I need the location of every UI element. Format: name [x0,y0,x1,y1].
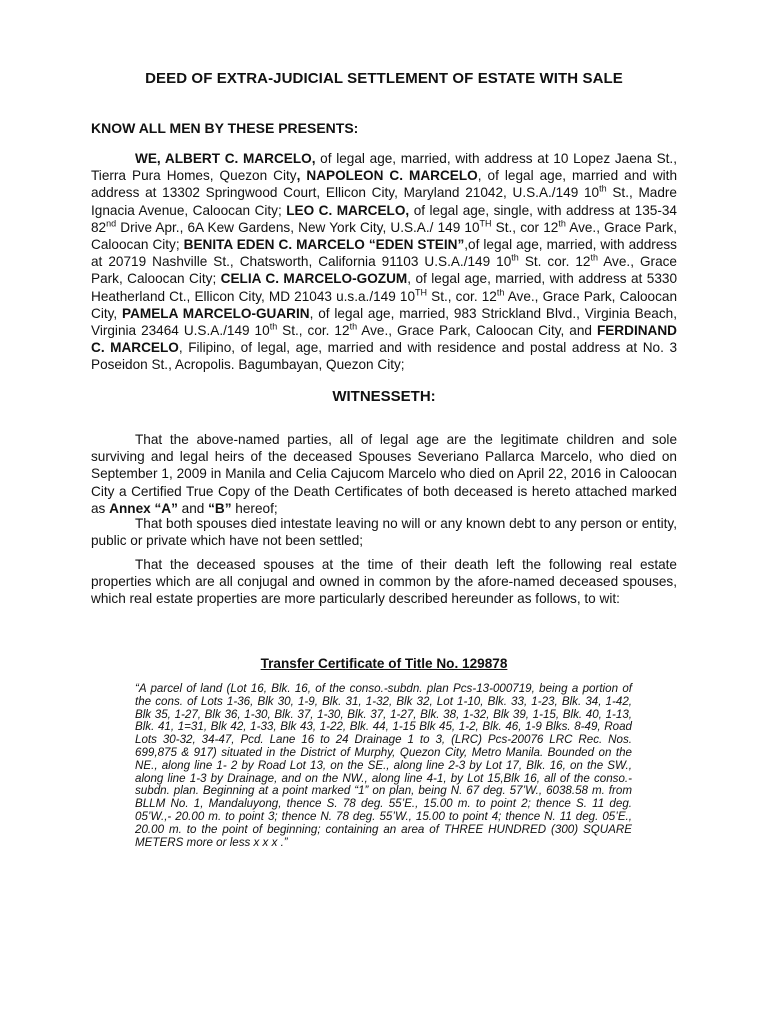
party-napoleon-details: , of legal age, married and with address at 13302 Springwood Court, Ellicon City, Maryland 21042, U.S.A./149 10 [91,168,678,201]
intestate-paragraph: That both spouses died intestate leaving no will or any known debt to any person or entity, public or private which have not been settled; [91,516,677,549]
party-celia-details-cont: Ave., Grace Park, Caloocan City, [91,288,677,321]
party-pamela-details-cont: St., cor. 12 [277,323,350,339]
tct-heading: Transfer Certificate of Title No. 129878 [260,656,508,671]
party-celia-details-cont: St., cor. 12 [427,288,497,304]
parties-paragraph [91,150,677,374]
party-celia: CELIA C. MARCELO-GOZUM [220,271,408,287]
party-leo-details: of legal age, single, with address at 135-34 82 [91,202,677,235]
document-title: DEED OF EXTRA-JUDICIAL SETTLEMENT OF ESTATE WITH SALE [145,70,623,87]
ordinal-suffix: th [511,252,519,263]
party-leo: LEO C. MARCELO, [286,202,410,218]
annex-a-label: Annex “A” [109,500,178,516]
ordinal-suffix: th [349,321,358,332]
ordinal-suffix: th [558,218,566,229]
ordinal-suffix: nd [106,218,117,229]
party-pamela-details-cont: Ave., Grace Park, Caloocan City, and [357,323,597,339]
ordinal-suffix: th [599,183,607,194]
ordinal-suffix: th [496,287,505,298]
party-leo-details-cont: Ave., Grace Park, Caloocan City; [91,219,678,253]
ordinal-suffix: TH [415,287,428,298]
party-celia-details: , of legal age, married, with address at 5330 Heatherland Ct., Ellicon City, MD 21043 u.s.a./149 10 [91,271,678,304]
party-benita-details-cont: St. cor. 12 [518,254,591,270]
we-label: WE, [135,151,165,166]
properties-paragraph: That the deceased spouses at the time of their death left the following real estate properties which are all conjugal and owned in common by the afore-named deceased spouses, which real estate properties are more particularly described hereunder as follows, to wit: [91,557,677,607]
party-pamela-details: , of legal age, married, 983 Strickland Blvd., Virginia Beach, Virginia 23464 U.S.A./149 10 [91,305,677,339]
party-ferdinand-details: , Filipino, of legal, age, married and with residence and postal address at No. 3 Poseidon St., Acropolis. Bagumbayan, Quezon City; [91,340,678,373]
party-benita-details: ,of legal age, married, with address at 20719 Nashville St., Chatsworth, California 91103 U.S.A./149 10 [91,237,677,270]
heirs-text: That the above-named parties, all of legal age are the legitimate children and sole surviving and legal heirs of the deceased Spouses Severiano Pallarca Marcelo, who died on September 1, 2009 in Manila and Celia Cajucom Marcelo who died on April 22, 2016 in Caloocan City a Certified True Copy of the Death Certificates of both deceased is hereto attached marked as [91,432,677,516]
party-albert: ALBERT C. MARCELO, [164,151,316,166]
party-albert-details: of legal age, married, with address at 10 Lopez Jaena St., Tierra Pura Homes, Quezon City [91,151,677,184]
ordinal-suffix: th [269,321,278,332]
party-ferdinand: FERDINAND C. MARCELO [91,323,677,356]
party-leo-details-cont: Drive Apr., 6A Kew Gardens, New York City, U.S.A./ 149 10 [116,219,480,235]
ordinal-suffix: th [590,252,598,263]
conjunction: and [177,500,209,516]
property-description: “A parcel of land (Lot 16, Blk. 16, of the conso.-subdn. plan Pcs-13-000719, being a portion of the cons. of Lots 1-36, Blk 30, 1-9, Blk. 31, 1-32, Blk 32, Lot 1-10, Blk. 33, 1-23, Blk. 34, 1-42, Blk 35, 1-27, Blk 36, 1-30, Blk. 37, 1-30, Blk. 37, 1-27, Blk. 38, 1-32, Blk 39, 1-15, Blk. 40, 1-13, Blk. 41, 1=31, Blk 42, 1-33, Blk 43, 1-22, Blk. 44, 1-15 Blk 45, 1-2, Blk. 46, 1-9 Blks. 8-49, Road Lots 30-32, 34-47, Pcd. Lane 16 to 24 Drainage 1 to 3, (LRC) Pcs-20076 LRC Rec. Nos. 699,875 & 917) situated in the District of Murphy, Quezon City, Metro Manila. Bounded on the NE., along line 1- 2 by Road Lot 13, on the SE., along line 2-3 by Lot 17, Blk. 16, on the SW., along line 1-3 by Drainage, and on the NW., along line 4-1, by Lot 15,Blk 16, all of the conso.-subdn. plan. Beginning at a point marked “1” on plan, being N. 67 deg. 57’W., 6038.58 m. from BLLM No. 1, Mandaluyong, thence S. 78 deg. 55’E., 15.00 m. to point 2; thence S. 11 deg. 05’W.,- 20.00 m. to point 3; thence N. 78 deg. 55’W., 15.00 to point 4; thence N. 11 deg. 05’E., 20.00 m. to the point of beginning; containing an area of THREE HUNDRED (300) SQUARE METERS more or less x x x .” [135,682,632,849]
separator: , [296,168,307,184]
heirs-text-end: hereof; [231,500,278,516]
annex-b-label: “B” [208,500,232,516]
party-leo-details-cont: St., cor 12 [491,219,559,235]
ordinal-suffix: TH [479,218,492,229]
witnesseth-heading: WITNESSETH: [332,388,436,405]
party-pamela: PAMELA MARCELO-GUARIN [122,305,310,321]
party-napoleon: NAPOLEON C. MARCELO [306,168,478,184]
party-benita-details-cont: Ave., Grace Park, Caloocan City; [91,254,677,287]
opening-statement: KNOW ALL MEN BY THESE PRESENTS: [91,120,359,136]
heirs-paragraph [91,431,677,517]
party-napoleon-details-cont: St., Madre Ignacia Avenue, Caloocan City; [91,185,677,218]
party-benita: BENITA EDEN C. MARCELO “EDEN STEIN” [183,237,465,253]
